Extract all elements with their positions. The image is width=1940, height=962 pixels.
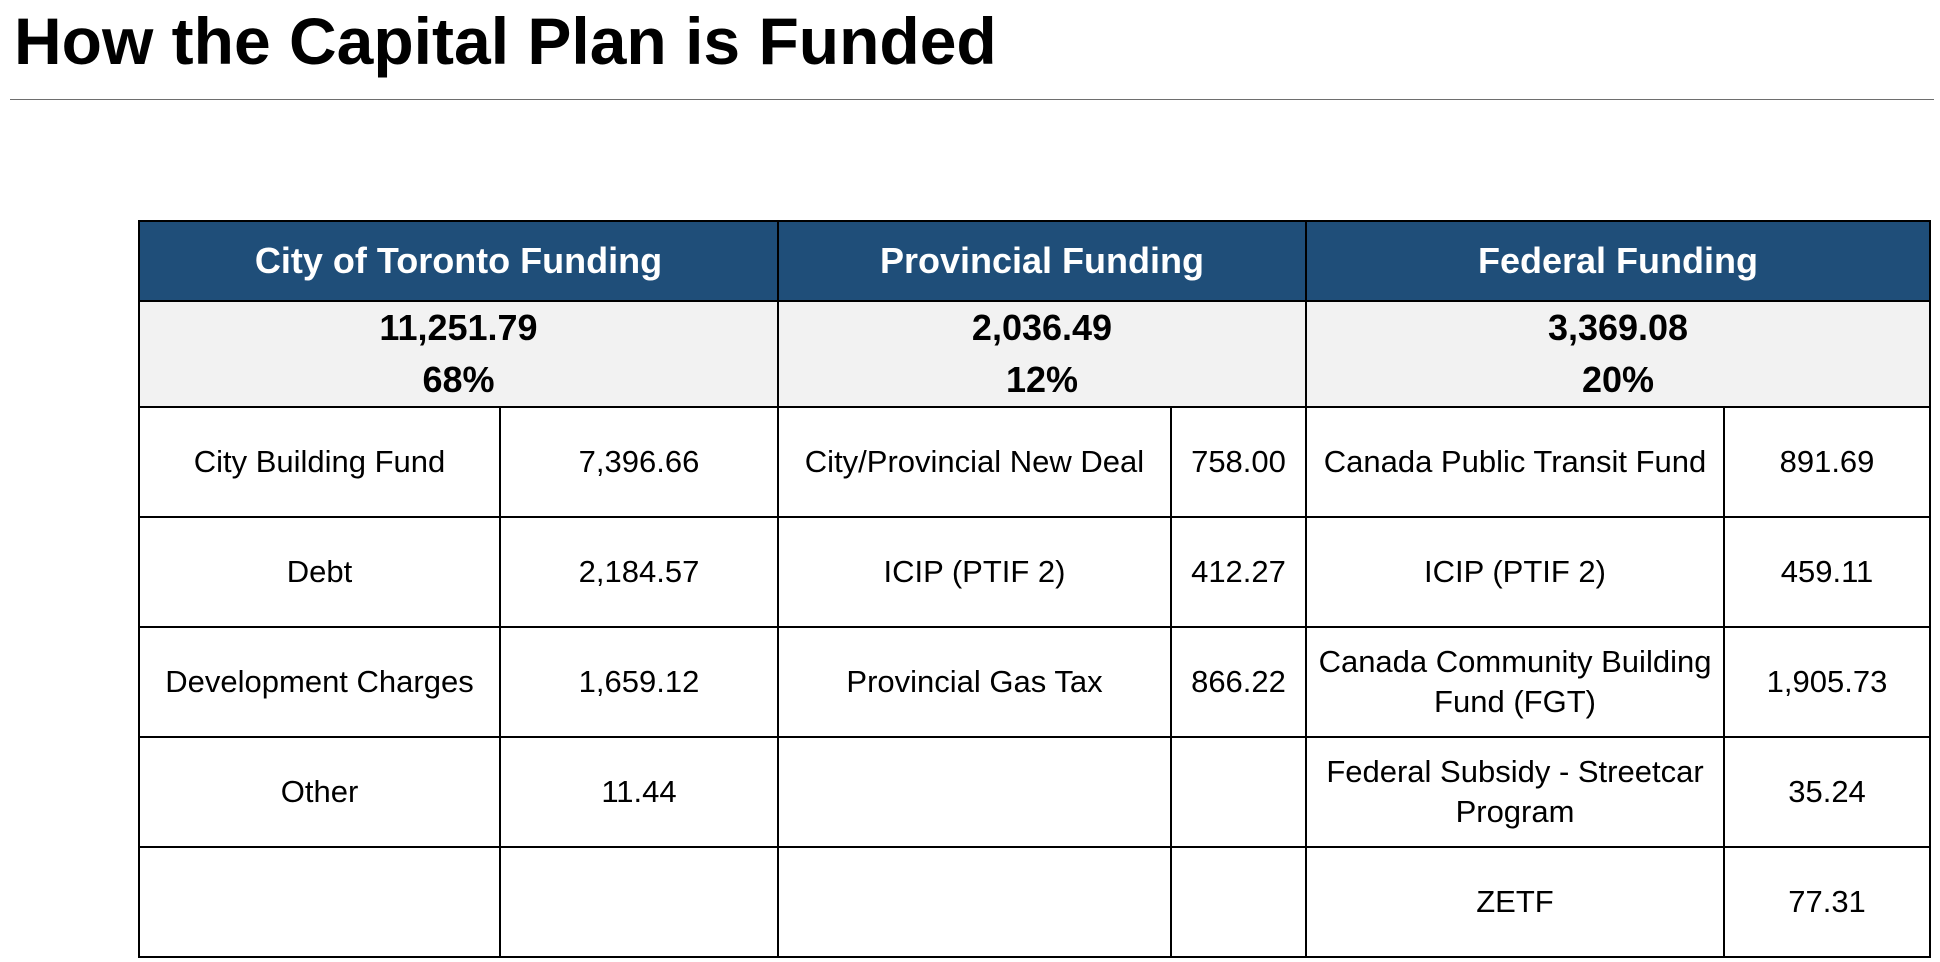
federal-item-value: 35.24 xyxy=(1724,737,1930,847)
federal-funding-header: Federal Funding xyxy=(1306,221,1930,301)
provincial-item-name: City/Provincial New Deal xyxy=(778,407,1171,517)
federal-item-value: 77.31 xyxy=(1724,847,1930,957)
provincial-item-value: 866.22 xyxy=(1171,627,1306,737)
provincial-funding-header: Provincial Funding xyxy=(778,221,1306,301)
provincial-item-name: ICIP (PTIF 2) xyxy=(778,517,1171,627)
city-total-cell xyxy=(139,301,778,407)
city-item-name: City Building Fund xyxy=(139,407,500,517)
federal-item-name: ZETF xyxy=(1306,847,1724,957)
city-percent: 68% xyxy=(422,359,495,400)
federal-item-name: Canada Public Transit Fund xyxy=(1306,407,1724,517)
city-item-value: 2,184.57 xyxy=(500,517,778,627)
federal-item-name: ICIP (PTIF 2) xyxy=(1306,517,1724,627)
page-title: How the Capital Plan is Funded xyxy=(14,4,997,78)
federal-item-value: 459.11 xyxy=(1724,517,1930,627)
provincial-item-value: 412.27 xyxy=(1171,517,1306,627)
header-row xyxy=(139,221,1930,301)
federal-total: 3,369.08 xyxy=(1547,307,1689,348)
title-divider xyxy=(10,99,1934,100)
city-total: 11,251.79 xyxy=(379,307,538,348)
city-item-name: Debt xyxy=(139,517,500,627)
table-row xyxy=(139,517,1930,627)
totals-row xyxy=(139,301,1930,407)
table-row xyxy=(139,407,1930,517)
federal-item-name: Federal Subsidy - Streetcar Program xyxy=(1306,737,1724,847)
federal-percent: 20% xyxy=(1581,359,1655,400)
provincial-item-name: Provincial Gas Tax xyxy=(778,627,1171,737)
table-row xyxy=(139,627,1930,737)
provincial-total-cell xyxy=(778,301,1306,407)
city-item-value: 1,659.12 xyxy=(500,627,778,737)
provincial-empty-cell xyxy=(1171,847,1306,957)
federal-item-value: 1,905.73 xyxy=(1724,627,1930,737)
provincial-empty-cell xyxy=(1171,737,1306,847)
federal-item-value: 891.69 xyxy=(1724,407,1930,517)
city-item-name: Other xyxy=(139,737,500,847)
table-row xyxy=(139,737,1930,847)
provincial-total: 2,036.49 xyxy=(971,307,1113,348)
provincial-empty-cell xyxy=(778,847,1171,957)
provincial-empty-cell xyxy=(778,737,1171,847)
city-empty-cell xyxy=(500,847,778,957)
federal-total-cell xyxy=(1306,301,1930,407)
funding-table xyxy=(138,220,1931,958)
city-item-name: Development Charges xyxy=(139,627,500,737)
provincial-percent: 12% xyxy=(1005,359,1079,400)
table-row xyxy=(139,847,1930,957)
provincial-item-value: 758.00 xyxy=(1171,407,1306,517)
city-funding-header: City of Toronto Funding xyxy=(139,221,778,301)
city-item-value: 11.44 xyxy=(500,737,778,847)
city-empty-cell xyxy=(139,847,500,957)
city-item-value: 7,396.66 xyxy=(500,407,778,517)
federal-item-name: Canada Community Building Fund (FGT) xyxy=(1306,627,1724,737)
